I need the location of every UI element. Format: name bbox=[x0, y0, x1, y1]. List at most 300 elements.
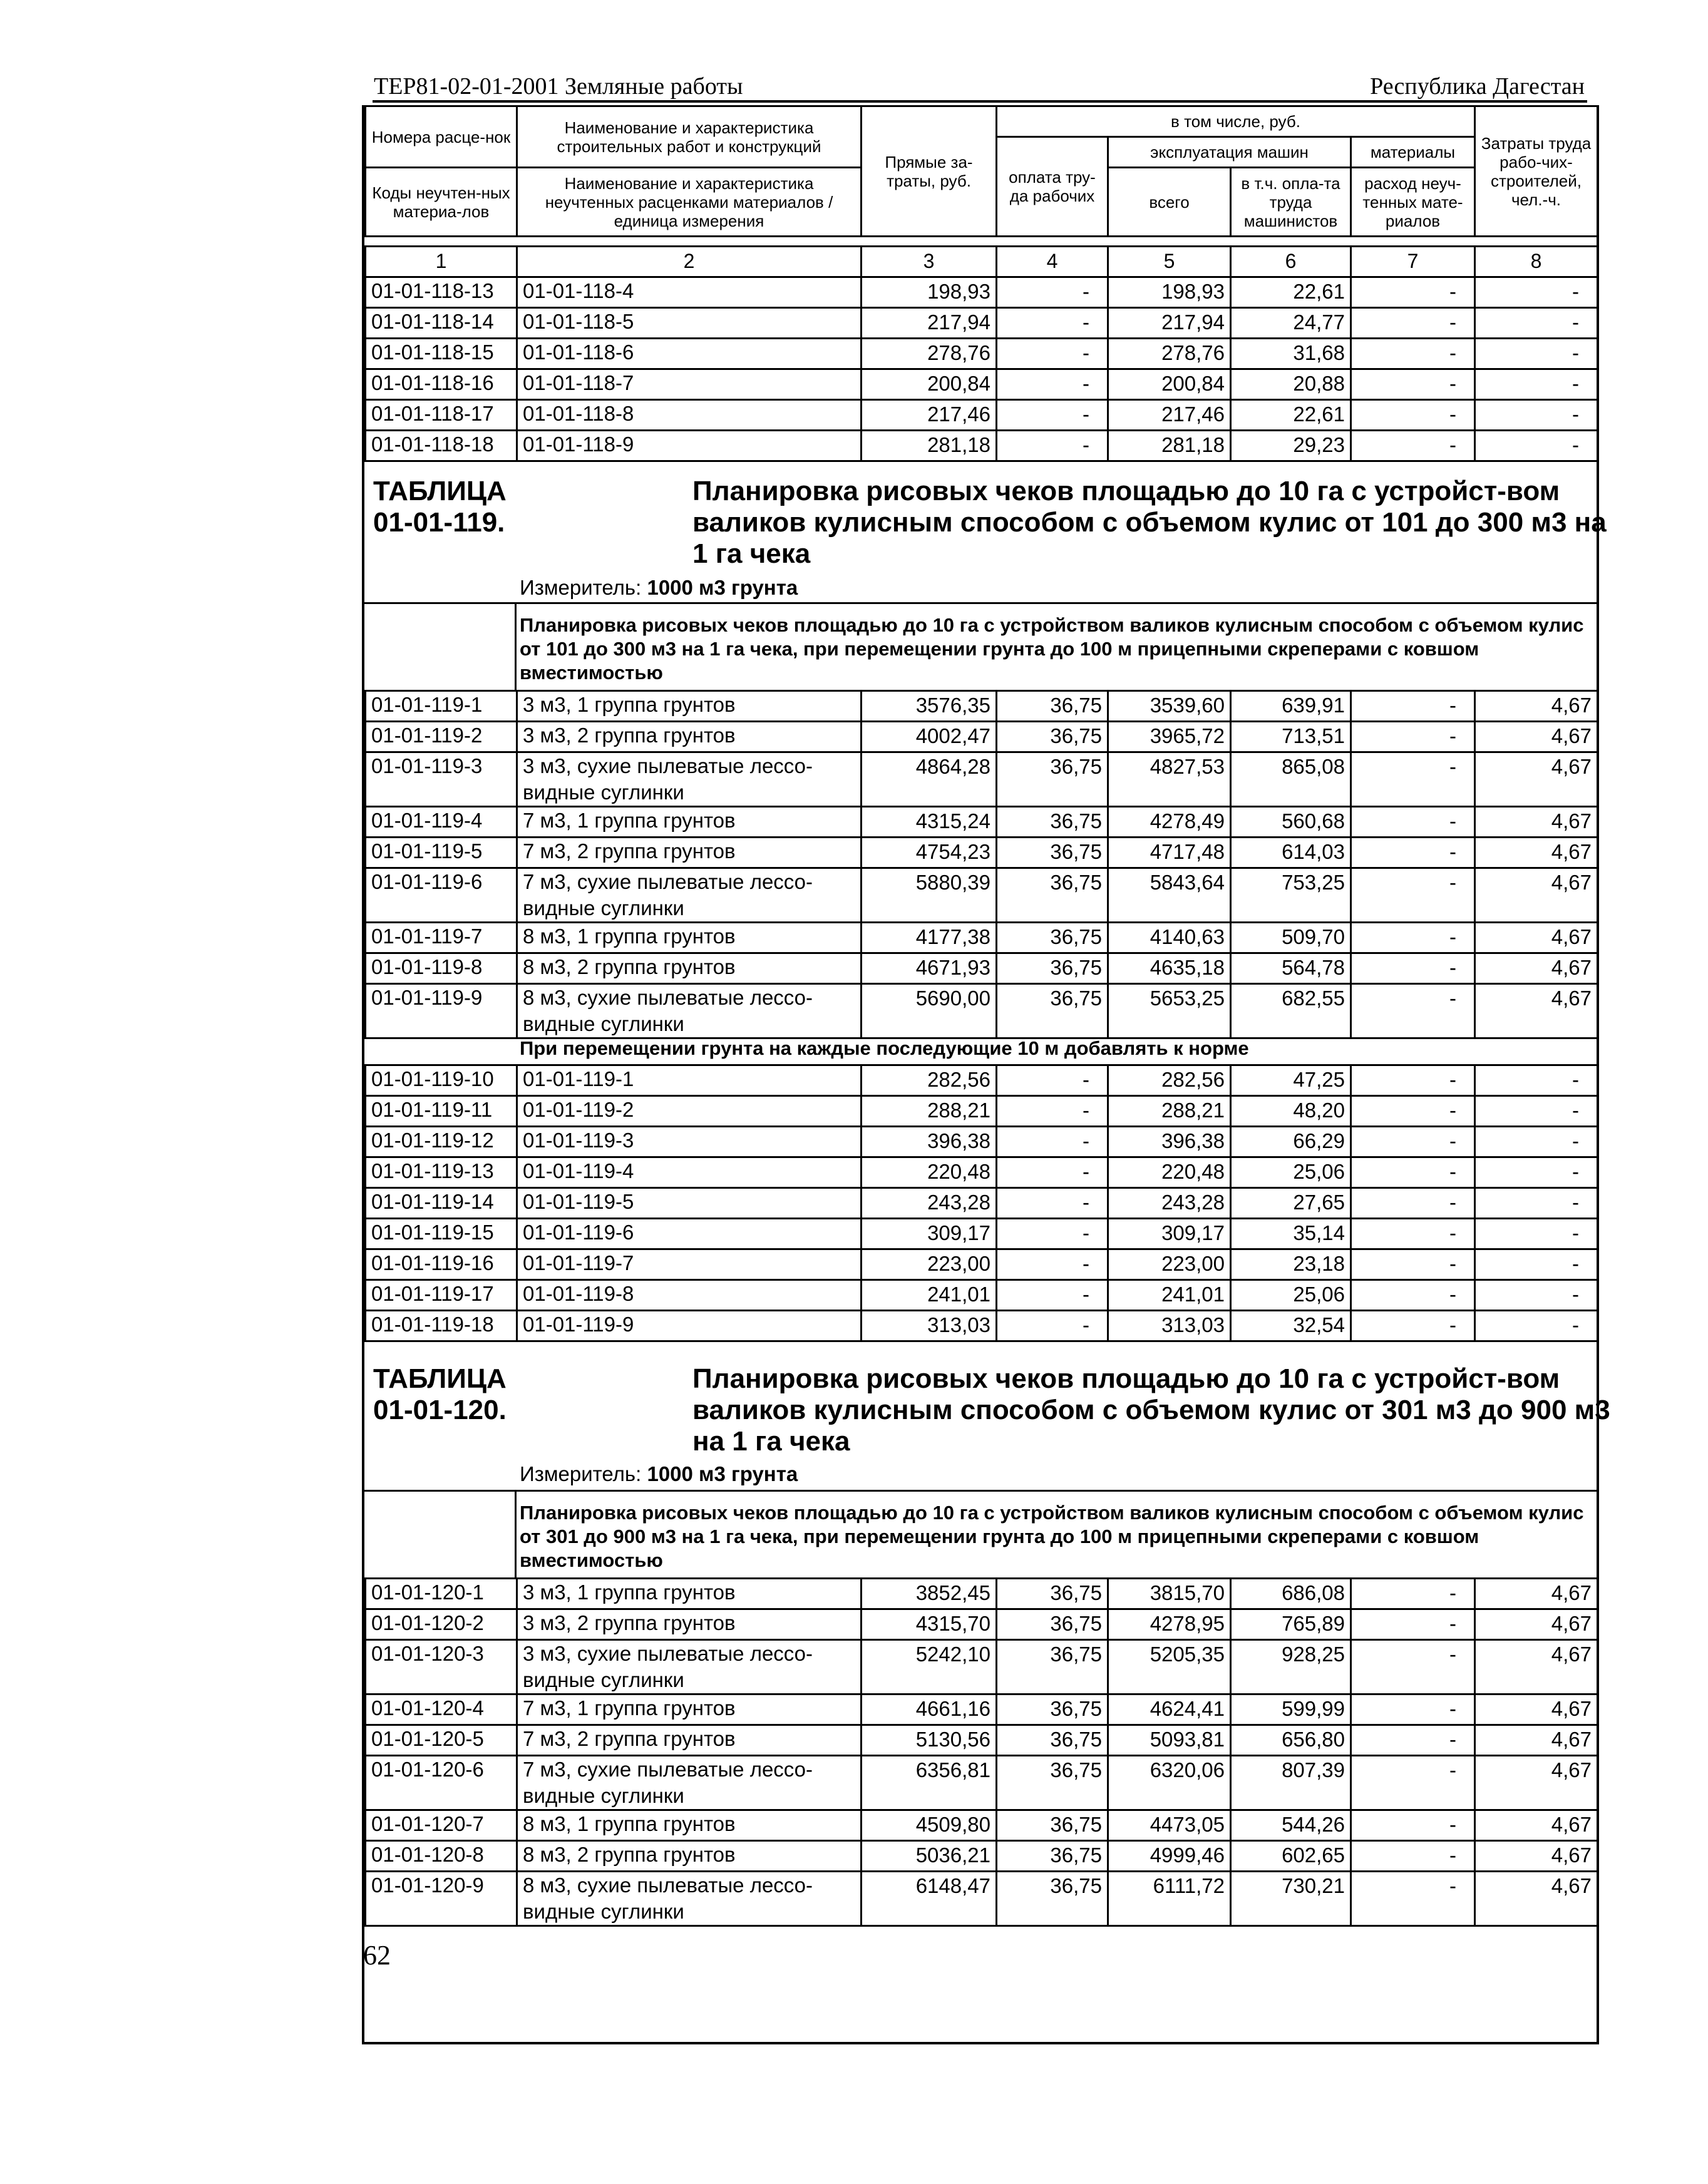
machines-total-cell: 278,76 bbox=[1108, 339, 1231, 369]
labor-hours-cell: 4,67 bbox=[1475, 1841, 1598, 1872]
name-cell: 8 м3, сухие пылеватые лессо-видные суглинки bbox=[517, 984, 862, 1038]
direct-cost-cell: 223,00 bbox=[862, 1249, 997, 1280]
direct-cost-cell: 4661,16 bbox=[862, 1694, 997, 1725]
materials-cell: - bbox=[1351, 1841, 1475, 1872]
code-cell: 01-01-120-5 bbox=[366, 1725, 517, 1756]
materials-cell: - bbox=[1351, 838, 1475, 868]
materials-cell: - bbox=[1351, 1127, 1475, 1157]
labor-pay-cell: - bbox=[997, 1157, 1108, 1188]
direct-cost-cell: 4315,24 bbox=[862, 807, 997, 838]
labor-hours-cell: - bbox=[1475, 1096, 1598, 1127]
column-number: 8 bbox=[1475, 247, 1598, 277]
column-number: 6 bbox=[1231, 247, 1351, 277]
table-row bbox=[366, 752, 1598, 807]
table-120 bbox=[364, 1577, 1598, 1927]
column-number: 4 bbox=[997, 247, 1108, 277]
table-row bbox=[366, 1694, 1598, 1725]
machinists-pay-cell: 25,06 bbox=[1231, 1157, 1351, 1188]
table-row bbox=[366, 277, 1598, 308]
code-cell: 01-01-118-14 bbox=[366, 308, 517, 339]
direct-cost-cell: 241,01 bbox=[862, 1280, 997, 1311]
code-cell: 01-01-118-13 bbox=[366, 277, 517, 308]
materials-cell: - bbox=[1351, 984, 1475, 1038]
materials-cell: - bbox=[1351, 722, 1475, 752]
header-title: ТЕР81-02-01-2001 Земляные работы bbox=[374, 73, 743, 100]
direct-cost-cell: 396,38 bbox=[862, 1127, 997, 1157]
column-number-row bbox=[366, 247, 1598, 277]
table-row bbox=[366, 1249, 1598, 1280]
machinists-pay-cell: 48,20 bbox=[1231, 1096, 1351, 1127]
labor-hours-cell: 4,67 bbox=[1475, 868, 1598, 923]
measure-label: Измеритель: bbox=[520, 1462, 642, 1485]
machines-total-cell: 241,01 bbox=[1108, 1280, 1231, 1311]
table-row bbox=[366, 1096, 1598, 1127]
machinists-pay-cell: 599,99 bbox=[1231, 1694, 1351, 1725]
page-number: 62 bbox=[363, 1940, 391, 1971]
labor-hours-cell: 4,67 bbox=[1475, 807, 1598, 838]
machinists-pay-cell: 22,61 bbox=[1231, 400, 1351, 431]
machines-total-cell: 217,46 bbox=[1108, 400, 1231, 431]
labor-pay-cell: - bbox=[997, 369, 1108, 400]
table-row bbox=[366, 431, 1598, 461]
machines-total-cell: 281,18 bbox=[1108, 431, 1231, 461]
materials-cell: - bbox=[1351, 1065, 1475, 1096]
direct-cost-cell: 4002,47 bbox=[862, 722, 997, 752]
table-row bbox=[366, 838, 1598, 868]
code-cell: 01-01-119-2 bbox=[366, 722, 517, 752]
table-row bbox=[366, 868, 1598, 923]
labor-hours-cell: 4,67 bbox=[1475, 1694, 1598, 1725]
materials-cell: - bbox=[1351, 1756, 1475, 1810]
direct-cost-cell: 4315,70 bbox=[862, 1609, 997, 1640]
machines-total-cell: 5653,25 bbox=[1108, 984, 1231, 1038]
code-cell: 01-01-120-8 bbox=[366, 1841, 517, 1872]
table-119-measure bbox=[520, 576, 798, 600]
col-machinists: в т.ч. опла-та труда машинистов bbox=[1231, 168, 1351, 237]
machines-total-cell: 198,93 bbox=[1108, 277, 1231, 308]
labor-hours-cell: - bbox=[1475, 1311, 1598, 1341]
machines-total-cell: 223,00 bbox=[1108, 1249, 1231, 1280]
machinists-pay-cell: 31,68 bbox=[1231, 339, 1351, 369]
machinists-pay-cell: 24,77 bbox=[1231, 308, 1351, 339]
materials-cell: - bbox=[1351, 1694, 1475, 1725]
labor-hours-cell: - bbox=[1475, 1249, 1598, 1280]
materials-cell: - bbox=[1351, 953, 1475, 984]
code-cell: 01-01-118-18 bbox=[366, 431, 517, 461]
materials-cell: - bbox=[1351, 1219, 1475, 1249]
direct-cost-cell: 3576,35 bbox=[862, 691, 997, 722]
machinists-pay-cell: 29,23 bbox=[1231, 431, 1351, 461]
materials-cell: - bbox=[1351, 1810, 1475, 1841]
labor-hours-cell: 4,67 bbox=[1475, 691, 1598, 722]
direct-cost-cell: 4509,80 bbox=[862, 1810, 997, 1841]
labor-hours-cell: - bbox=[1475, 339, 1598, 369]
machinists-pay-cell: 865,08 bbox=[1231, 752, 1351, 807]
name-cell: 01-01-118-7 bbox=[517, 369, 862, 400]
machinists-pay-cell: 47,25 bbox=[1231, 1065, 1351, 1096]
labor-pay-cell: - bbox=[997, 1219, 1108, 1249]
machines-total-cell: 4635,18 bbox=[1108, 953, 1231, 984]
materials-cell: - bbox=[1351, 1640, 1475, 1694]
code-cell: 01-01-119-16 bbox=[366, 1249, 517, 1280]
labor-hours-cell: - bbox=[1475, 369, 1598, 400]
code-cell: 01-01-119-14 bbox=[366, 1188, 517, 1219]
direct-cost-cell: 220,48 bbox=[862, 1157, 997, 1188]
col-materials: материалы bbox=[1351, 137, 1475, 168]
col-name-top: Наименование и характеристика строительных работ и конструкций bbox=[517, 106, 862, 168]
labor-pay-cell: - bbox=[997, 339, 1108, 369]
machines-total-cell: 288,21 bbox=[1108, 1096, 1231, 1127]
direct-cost-cell: 282,56 bbox=[862, 1065, 997, 1096]
column-number: 5 bbox=[1108, 247, 1231, 277]
col-incl: в том числе, руб. bbox=[997, 106, 1475, 137]
machinists-pay-cell: 25,06 bbox=[1231, 1280, 1351, 1311]
labor-pay-cell: 36,75 bbox=[997, 1841, 1108, 1872]
table-row bbox=[366, 1219, 1598, 1249]
direct-cost-cell: 281,18 bbox=[862, 431, 997, 461]
labor-hours-cell: 4,67 bbox=[1475, 984, 1598, 1038]
machines-total-cell: 309,17 bbox=[1108, 1219, 1231, 1249]
direct-cost-cell: 278,76 bbox=[862, 339, 997, 369]
materials-cell: - bbox=[1351, 339, 1475, 369]
machinists-pay-cell: 928,25 bbox=[1231, 1640, 1351, 1694]
labor-pay-cell: - bbox=[997, 1311, 1108, 1341]
direct-cost-cell: 5690,00 bbox=[862, 984, 997, 1038]
code-cell: 01-01-119-1 bbox=[366, 691, 517, 722]
machinists-pay-cell: 730,21 bbox=[1231, 1872, 1351, 1926]
direct-cost-cell: 5130,56 bbox=[862, 1725, 997, 1756]
code-cell: 01-01-119-13 bbox=[366, 1157, 517, 1188]
labor-pay-cell: - bbox=[997, 308, 1108, 339]
machinists-pay-cell: 602,65 bbox=[1231, 1841, 1351, 1872]
materials-cell: - bbox=[1351, 431, 1475, 461]
column-number: 2 bbox=[517, 247, 862, 277]
name-cell: 01-01-118-6 bbox=[517, 339, 862, 369]
measure-label: Измеритель: bbox=[520, 576, 642, 599]
direct-cost-cell: 6148,47 bbox=[862, 1872, 997, 1926]
name-cell: 8 м3, 2 группа грунтов bbox=[517, 1841, 862, 1872]
machinists-pay-cell: 765,89 bbox=[1231, 1609, 1351, 1640]
machinists-pay-cell: 682,55 bbox=[1231, 984, 1351, 1038]
materials-cell: - bbox=[1351, 1872, 1475, 1926]
machines-total-cell: 4827,53 bbox=[1108, 752, 1231, 807]
code-cell: 01-01-119-7 bbox=[366, 923, 517, 953]
column-number-row-cells bbox=[366, 247, 1598, 277]
header-region: Республика Дагестан bbox=[1370, 73, 1585, 100]
labor-hours-cell: 4,67 bbox=[1475, 1756, 1598, 1810]
materials-cell: - bbox=[1351, 923, 1475, 953]
col-materials-sub: расход неуч-тенных мате-риалов bbox=[1351, 168, 1475, 237]
labor-pay-cell: - bbox=[997, 1249, 1108, 1280]
name-cell: 01-01-119-5 bbox=[517, 1188, 862, 1219]
table-row bbox=[366, 400, 1598, 431]
table-row bbox=[366, 1579, 1598, 1609]
direct-cost-cell: 4754,23 bbox=[862, 838, 997, 868]
col-name-bottom: Наименование и характеристика неучтенных расценками материалов / единица измерения bbox=[517, 168, 862, 237]
name-cell: 8 м3, сухие пылеватые лессо-видные суглинки bbox=[517, 1872, 862, 1926]
table-row bbox=[366, 1065, 1598, 1096]
machinists-pay-cell: 639,91 bbox=[1231, 691, 1351, 722]
machinists-pay-cell: 32,54 bbox=[1231, 1311, 1351, 1341]
labor-pay-cell: 36,75 bbox=[997, 1872, 1108, 1926]
col-labor: оплата тру-да рабочих bbox=[997, 137, 1108, 237]
direct-cost-cell: 3852,45 bbox=[862, 1579, 997, 1609]
table-row bbox=[366, 722, 1598, 752]
table-row bbox=[366, 984, 1598, 1038]
col-machines: эксплуатация машин bbox=[1108, 137, 1351, 168]
code-cell: 01-01-119-12 bbox=[366, 1127, 517, 1157]
column-number: 1 bbox=[366, 247, 517, 277]
code-cell: 01-01-120-4 bbox=[366, 1694, 517, 1725]
direct-cost-cell: 5880,39 bbox=[862, 868, 997, 923]
materials-cell: - bbox=[1351, 400, 1475, 431]
direct-cost-cell: 6356,81 bbox=[862, 1756, 997, 1810]
direct-cost-cell: 217,46 bbox=[862, 400, 997, 431]
labor-pay-cell: 36,75 bbox=[997, 953, 1108, 984]
materials-cell: - bbox=[1351, 277, 1475, 308]
direct-cost-cell: 288,21 bbox=[862, 1096, 997, 1127]
table-119-extra-note: При перемещении грунта на каждые последующие 10 м добавлять к норме bbox=[520, 1037, 1249, 1059]
labor-pay-cell: 36,75 bbox=[997, 1640, 1108, 1694]
col-labor-costs: Затраты труда рабо-чих-строителей, чел.-ч. bbox=[1475, 106, 1598, 237]
labor-pay-cell: - bbox=[997, 277, 1108, 308]
table-119-title: Планировка рисовых чеков площадью до 10 га с устройст-вом валиков кулисным способом с объемом кулис от 101 до 300 м3 на 1 га чека bbox=[692, 476, 1607, 569]
table-row bbox=[366, 953, 1598, 984]
code-cell: 01-01-119-6 bbox=[366, 868, 517, 923]
code-cell: 01-01-119-9 bbox=[366, 984, 517, 1038]
table-row bbox=[366, 1188, 1598, 1219]
name-cell: 8 м3, 1 группа грунтов bbox=[517, 1810, 862, 1841]
machines-total-cell: 282,56 bbox=[1108, 1065, 1231, 1096]
labor-hours-cell: - bbox=[1475, 308, 1598, 339]
labor-hours-cell: 4,67 bbox=[1475, 953, 1598, 984]
labor-pay-cell: 36,75 bbox=[997, 923, 1108, 953]
labor-hours-cell: 4,67 bbox=[1475, 838, 1598, 868]
machinists-pay-cell: 35,14 bbox=[1231, 1219, 1351, 1249]
column-number: 7 bbox=[1351, 247, 1475, 277]
machinists-pay-cell: 66,29 bbox=[1231, 1127, 1351, 1157]
table-row bbox=[366, 1280, 1598, 1311]
code-cell: 01-01-120-1 bbox=[366, 1579, 517, 1609]
table-row bbox=[366, 1311, 1598, 1341]
labor-hours-cell: - bbox=[1475, 1127, 1598, 1157]
table-row bbox=[366, 1609, 1598, 1640]
labor-pay-cell: - bbox=[997, 1280, 1108, 1311]
code-cell: 01-01-119-4 bbox=[366, 807, 517, 838]
name-cell: 01-01-119-3 bbox=[517, 1127, 862, 1157]
code-cell: 01-01-119-17 bbox=[366, 1280, 517, 1311]
running-header bbox=[373, 70, 1587, 103]
direct-cost-cell: 5242,10 bbox=[862, 1640, 997, 1694]
machinists-pay-cell: 27,65 bbox=[1231, 1188, 1351, 1219]
materials-cell: - bbox=[1351, 1311, 1475, 1341]
col-total: всего bbox=[1108, 168, 1231, 237]
name-cell: 3 м3, сухие пылеватые лессо-видные суглинки bbox=[517, 752, 862, 807]
labor-pay-cell: 36,75 bbox=[997, 868, 1108, 923]
direct-cost-cell: 217,94 bbox=[862, 308, 997, 339]
direct-cost-cell: 4864,28 bbox=[862, 752, 997, 807]
machines-total-cell: 4278,49 bbox=[1108, 807, 1231, 838]
machines-total-cell: 4473,05 bbox=[1108, 1810, 1231, 1841]
labor-hours-cell: 4,67 bbox=[1475, 923, 1598, 953]
table-118-continuation bbox=[364, 245, 1598, 462]
name-cell: 01-01-119-8 bbox=[517, 1280, 862, 1311]
direct-cost-cell: 198,93 bbox=[862, 277, 997, 308]
table-row bbox=[366, 1872, 1598, 1926]
code-cell: 01-01-120-7 bbox=[366, 1810, 517, 1841]
labor-hours-cell: - bbox=[1475, 1188, 1598, 1219]
name-cell: 01-01-118-4 bbox=[517, 277, 862, 308]
name-cell: 7 м3, сухие пылеватые лессо-видные суглинки bbox=[517, 1756, 862, 1810]
rows-118 bbox=[366, 277, 1598, 461]
machinists-pay-cell: 564,78 bbox=[1231, 953, 1351, 984]
labor-pay-cell: 36,75 bbox=[997, 807, 1108, 838]
labor-pay-cell: 36,75 bbox=[997, 984, 1108, 1038]
code-cell: 01-01-119-3 bbox=[366, 752, 517, 807]
name-cell: 7 м3, 1 группа грунтов bbox=[517, 1694, 862, 1725]
labor-hours-cell: - bbox=[1475, 1157, 1598, 1188]
table-120-subtitle: Планировка рисовых чеков площадью до 10 га с устройством валиков кулисным способом с объемом кулис от 301 до 900 м3 на 1 га чека, при перемещении грунта до 100 м прицепными скреперами с ковшом вместимостью bbox=[520, 1502, 1584, 1571]
rows-119-extra bbox=[366, 1065, 1598, 1341]
column-header-table bbox=[364, 105, 1598, 237]
code-cell: 01-01-118-17 bbox=[366, 400, 517, 431]
code-cell: 01-01-119-5 bbox=[366, 838, 517, 868]
code-cell: 01-01-119-15 bbox=[366, 1219, 517, 1249]
column-number: 3 bbox=[862, 247, 997, 277]
code-cell: 01-01-120-3 bbox=[366, 1640, 517, 1694]
labor-pay-cell: 36,75 bbox=[997, 691, 1108, 722]
labor-pay-cell: 36,75 bbox=[997, 1810, 1108, 1841]
labor-hours-cell: 4,67 bbox=[1475, 1579, 1598, 1609]
machines-total-cell: 4278,95 bbox=[1108, 1609, 1231, 1640]
direct-cost-cell: 313,03 bbox=[862, 1311, 997, 1341]
name-cell: 7 м3, сухие пылеватые лессо-видные суглинки bbox=[517, 868, 862, 923]
name-cell: 01-01-119-2 bbox=[517, 1096, 862, 1127]
name-cell: 3 м3, 2 группа грунтов bbox=[517, 1609, 862, 1640]
direct-cost-cell: 5036,21 bbox=[862, 1841, 997, 1872]
table-119-label: ТАБЛИЦА 01-01-119. bbox=[373, 476, 507, 538]
labor-hours-cell: 4,67 bbox=[1475, 752, 1598, 807]
machines-total-cell: 5093,81 bbox=[1108, 1725, 1231, 1756]
materials-cell: - bbox=[1351, 369, 1475, 400]
name-cell: 8 м3, 1 группа грунтов bbox=[517, 923, 862, 953]
name-cell: 8 м3, 2 группа грунтов bbox=[517, 953, 862, 984]
col-codes-top: Номера расце-нок bbox=[366, 106, 517, 168]
machines-total-cell: 217,94 bbox=[1108, 308, 1231, 339]
table-120-label: ТАБЛИЦА 01-01-120. bbox=[373, 1363, 507, 1425]
table-119-extra bbox=[364, 1064, 1598, 1342]
machines-total-cell: 3965,72 bbox=[1108, 722, 1231, 752]
direct-cost-cell: 309,17 bbox=[862, 1219, 997, 1249]
machinists-pay-cell: 713,51 bbox=[1231, 722, 1351, 752]
rows-120 bbox=[366, 1579, 1598, 1926]
materials-cell: - bbox=[1351, 868, 1475, 923]
table-120-title: Планировка рисовых чеков площадью до 10 га с устройст-вом валиков кулисным способом с объемом кулис от 301 м3 до 900 м3 на 1 га чека bbox=[692, 1363, 1610, 1457]
materials-cell: - bbox=[1351, 1096, 1475, 1127]
name-cell: 3 м3, 1 группа грунтов bbox=[517, 691, 862, 722]
table-row bbox=[366, 339, 1598, 369]
materials-cell: - bbox=[1351, 691, 1475, 722]
labor-pay-cell: - bbox=[997, 1065, 1108, 1096]
labor-pay-cell: - bbox=[997, 1127, 1108, 1157]
table-row bbox=[366, 1127, 1598, 1157]
code-cell: 01-01-120-2 bbox=[366, 1609, 517, 1640]
code-cell: 01-01-119-11 bbox=[366, 1096, 517, 1127]
labor-pay-cell: - bbox=[997, 1096, 1108, 1127]
labor-pay-cell: 36,75 bbox=[997, 838, 1108, 868]
machines-total-cell: 220,48 bbox=[1108, 1157, 1231, 1188]
labor-pay-cell: 36,75 bbox=[997, 722, 1108, 752]
name-cell: 7 м3, 1 группа грунтов bbox=[517, 807, 862, 838]
code-cell: 01-01-120-6 bbox=[366, 1756, 517, 1810]
labor-hours-cell: - bbox=[1475, 277, 1598, 308]
materials-cell: - bbox=[1351, 1157, 1475, 1188]
measure-value: 1000 м3 грунта bbox=[647, 1462, 798, 1485]
materials-cell: - bbox=[1351, 1188, 1475, 1219]
direct-cost-cell: 4177,38 bbox=[862, 923, 997, 953]
machines-total-cell: 3815,70 bbox=[1108, 1579, 1231, 1609]
labor-hours-cell: - bbox=[1475, 1065, 1598, 1096]
machinists-pay-cell: 544,26 bbox=[1231, 1810, 1351, 1841]
labor-pay-cell: 36,75 bbox=[997, 1609, 1108, 1640]
name-cell: 01-01-119-1 bbox=[517, 1065, 862, 1096]
machines-total-cell: 4999,46 bbox=[1108, 1841, 1231, 1872]
labor-pay-cell: 36,75 bbox=[997, 1756, 1108, 1810]
materials-cell: - bbox=[1351, 1579, 1475, 1609]
machines-total-cell: 4624,41 bbox=[1108, 1694, 1231, 1725]
materials-cell: - bbox=[1351, 807, 1475, 838]
direct-cost-cell: 243,28 bbox=[862, 1188, 997, 1219]
name-cell: 7 м3, 2 группа грунтов bbox=[517, 838, 862, 868]
materials-cell: - bbox=[1351, 1725, 1475, 1756]
table-119-subtitle: Планировка рисовых чеков площадью до 10 га с устройством валиков кулисным способом с объемом кулис от 101 до 300 м3 на 1 га чека, при перемещении грунта до 100 м прицепными скреперами с ковшом вместимостью bbox=[520, 614, 1584, 684]
direct-cost-cell: 200,84 bbox=[862, 369, 997, 400]
materials-cell: - bbox=[1351, 1249, 1475, 1280]
materials-cell: - bbox=[1351, 1609, 1475, 1640]
labor-hours-cell: 4,67 bbox=[1475, 1609, 1598, 1640]
name-cell: 01-01-119-7 bbox=[517, 1249, 862, 1280]
code-cell: 01-01-119-8 bbox=[366, 953, 517, 984]
table-119 bbox=[364, 690, 1598, 1039]
labor-hours-cell: 4,67 bbox=[1475, 1725, 1598, 1756]
name-cell: 01-01-118-5 bbox=[517, 308, 862, 339]
name-cell: 3 м3, 2 группа грунтов bbox=[517, 722, 862, 752]
labor-hours-cell: 4,67 bbox=[1475, 722, 1598, 752]
name-cell: 01-01-119-6 bbox=[517, 1219, 862, 1249]
table-row bbox=[366, 691, 1598, 722]
machines-total-cell: 243,28 bbox=[1108, 1188, 1231, 1219]
name-cell: 7 м3, 2 группа грунтов bbox=[517, 1725, 862, 1756]
materials-cell: - bbox=[1351, 308, 1475, 339]
measure-value: 1000 м3 грунта bbox=[647, 576, 798, 599]
labor-hours-cell: - bbox=[1475, 431, 1598, 461]
machinists-pay-cell: 560,68 bbox=[1231, 807, 1351, 838]
machines-total-cell: 5843,64 bbox=[1108, 868, 1231, 923]
machines-total-cell: 3539,60 bbox=[1108, 691, 1231, 722]
labor-pay-cell: - bbox=[997, 400, 1108, 431]
name-cell: 3 м3, 1 группа грунтов bbox=[517, 1579, 862, 1609]
rows-119 bbox=[366, 691, 1598, 1038]
labor-pay-cell: 36,75 bbox=[997, 1725, 1108, 1756]
table-120-measure bbox=[520, 1462, 798, 1486]
name-cell: 01-01-119-4 bbox=[517, 1157, 862, 1188]
labor-hours-cell: - bbox=[1475, 1280, 1598, 1311]
code-cell: 01-01-120-9 bbox=[366, 1872, 517, 1926]
machinists-pay-cell: 614,03 bbox=[1231, 838, 1351, 868]
machinists-pay-cell: 753,25 bbox=[1231, 868, 1351, 923]
machinists-pay-cell: 807,39 bbox=[1231, 1756, 1351, 1810]
table-row bbox=[366, 923, 1598, 953]
